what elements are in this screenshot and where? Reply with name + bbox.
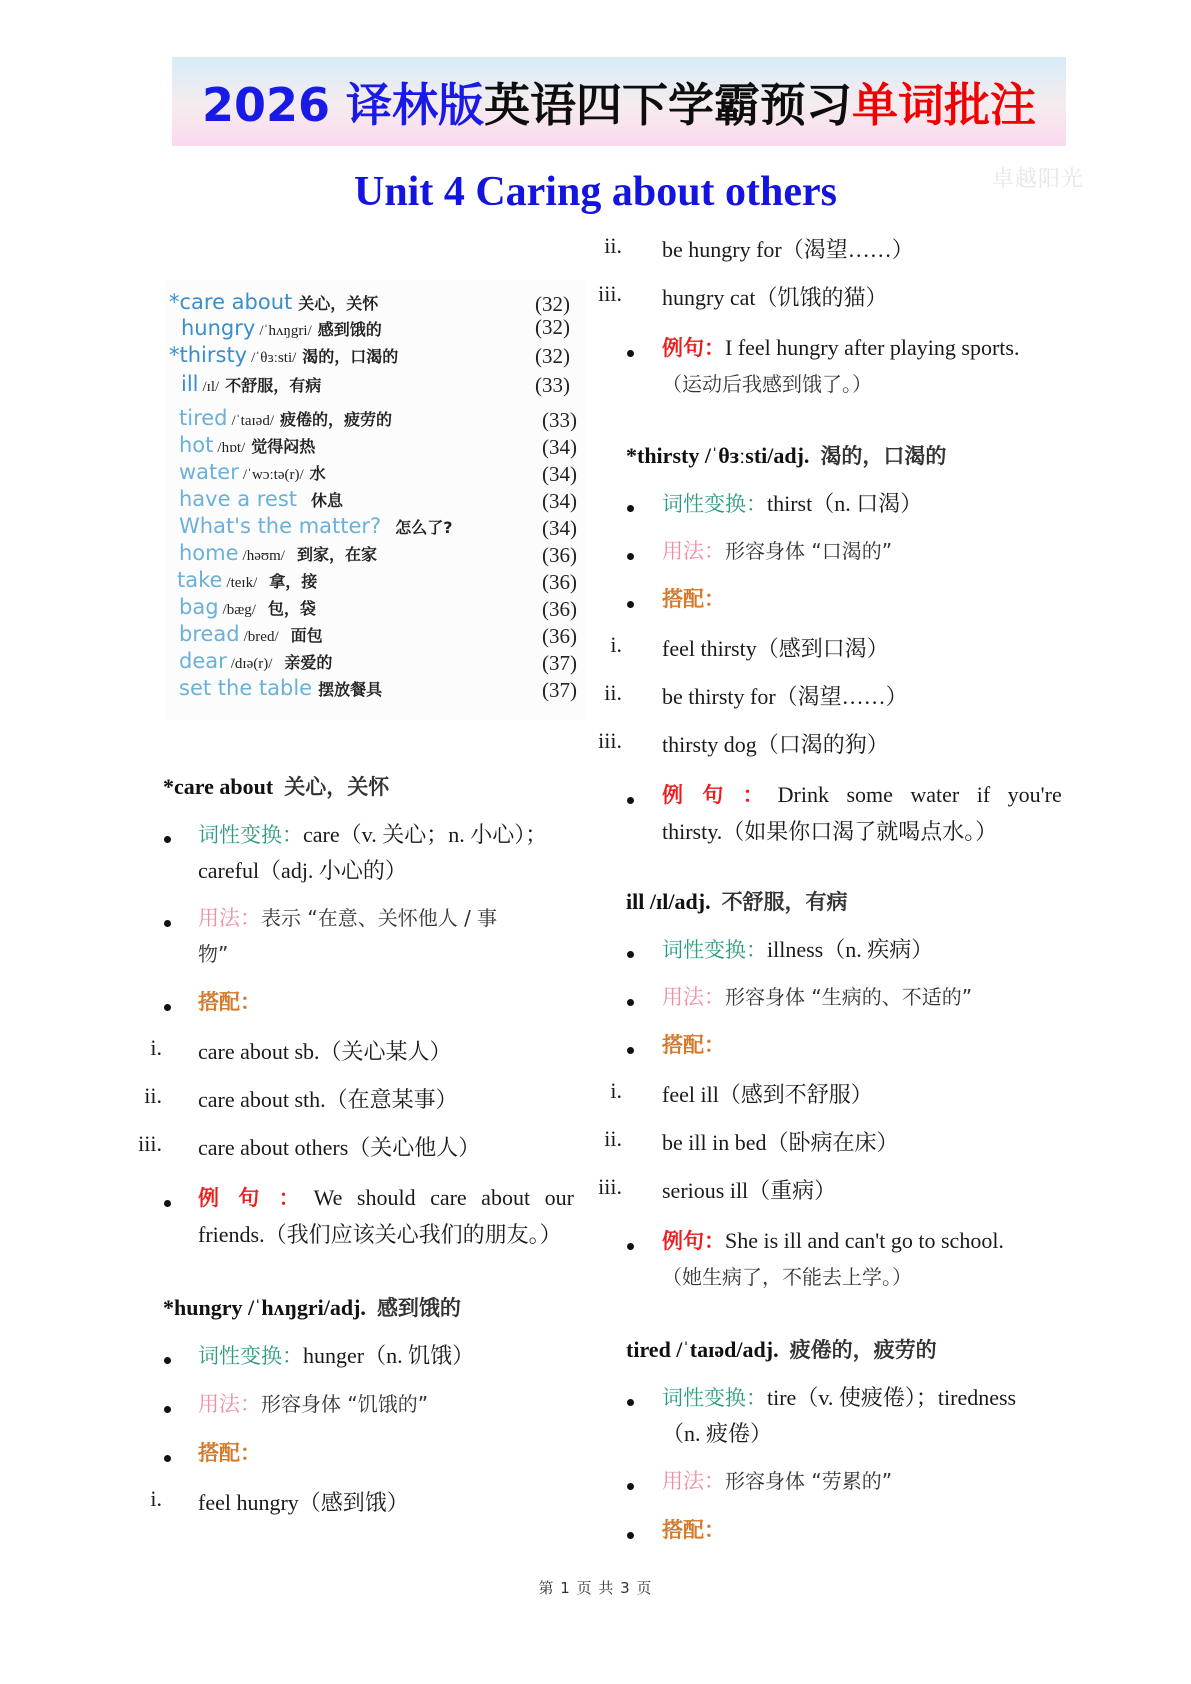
- bullet-icon: [627, 1047, 634, 1054]
- vocab-row: *care about 关心，关怀: [169, 290, 379, 314]
- bullet-icon: [627, 1243, 634, 1250]
- list-number: ii.: [604, 680, 622, 705]
- usage-line: 用法：形容身体 “劳累的”: [662, 1469, 893, 1493]
- collocation-label: 搭配：: [198, 1441, 261, 1465]
- collocation-item: feel thirsty（感到口渴）: [662, 636, 889, 661]
- collocation-item: feel ill（感到不舒服）: [662, 1082, 873, 1107]
- collocation-item: care about others（关心他人）: [198, 1135, 481, 1160]
- bullet-icon: [164, 1406, 171, 1413]
- vocab-row: ill /ɪl/ 不舒服，有病: [181, 372, 322, 396]
- vocab-row: bread /bred/ 面包: [179, 622, 323, 646]
- pos-change-line: 词性变换：illness（n. 疾病）: [662, 937, 934, 962]
- example-line: 例句：She is ill and can't go to school.: [662, 1228, 1004, 1253]
- bullet-icon: [164, 1004, 171, 1011]
- page-footer: 第 1 页 共 3 页: [538, 1579, 653, 1597]
- page-ref: (36): [542, 597, 577, 621]
- list-number: ii.: [604, 1126, 622, 1151]
- bullet-icon: [627, 601, 634, 608]
- entry-heading-care-about: *care about 关心，关怀: [163, 774, 390, 799]
- entry-heading-thirsty: *thirsty /ˈθɜːsti/adj. 渴的，口渴的: [626, 443, 947, 468]
- usage-line-2: 物”: [198, 942, 229, 966]
- pos-change-line: 词性变换：care（v. 关心；n. 小心）；: [198, 822, 548, 847]
- page-ref: (36): [542, 543, 577, 567]
- example-line-2: （运动后我感到饿了。）: [662, 372, 872, 396]
- example-line: 例 句 ： We should care about our: [198, 1185, 574, 1210]
- page-ref: (33): [542, 408, 577, 432]
- banner-topic: 单词批注: [852, 77, 1037, 132]
- vocab-row: set the table 摆放餐具: [179, 676, 383, 700]
- collocation-item: serious ill（重病）: [662, 1178, 837, 1203]
- bullet-icon: [164, 1357, 171, 1364]
- banner-subject: 英语四下学霸预习: [484, 77, 853, 132]
- list-number: iii.: [598, 1174, 622, 1199]
- vocab-row: home /həʊm/ 到家，在家: [179, 541, 377, 565]
- page-ref: (37): [542, 678, 577, 702]
- banner-year: 2026: [201, 77, 347, 132]
- page-ref: (33): [535, 373, 570, 397]
- vocab-row: water /ˈwɔːtə(r)/ 水: [179, 460, 326, 484]
- vocab-row: hungry /ˈhʌŋgri/ 感到饿的: [181, 316, 382, 340]
- collocation-item: hungry cat（饥饿的猫）: [662, 285, 888, 310]
- bullet-icon: [164, 920, 171, 927]
- vocab-row: What's the matter? 怎么了?: [179, 514, 453, 538]
- bullet-icon: [627, 350, 634, 357]
- pos-change-line: 词性变换：hunger（n. 饥饿）: [198, 1343, 475, 1368]
- page-ref: (32): [535, 315, 570, 339]
- title-banner: [172, 57, 1066, 146]
- vocab-list-image: [165, 280, 585, 720]
- collocation-label: 搭配：: [198, 990, 261, 1014]
- usage-line: 用法：形容身体 “生病的、不适的”: [662, 985, 973, 1009]
- list-number: i.: [610, 632, 622, 657]
- list-number: i.: [150, 1035, 162, 1060]
- page-ref: (34): [542, 489, 577, 513]
- bullet-icon: [164, 1455, 171, 1462]
- page-ref: (32): [535, 292, 570, 316]
- entry-heading-tired: tired /ˈtaɪəd/adj. 疲倦的，疲劳的: [626, 1337, 937, 1362]
- page-ref: (32): [535, 344, 570, 368]
- vocab-row: dear /dɪə(r)/ 亲爱的: [179, 649, 333, 673]
- bullet-icon: [627, 1399, 634, 1406]
- usage-line: 用法：表示 “在意、关怀他人 / 事: [198, 906, 498, 930]
- bullet-icon: [164, 1200, 171, 1207]
- bullet-icon: [627, 1483, 634, 1490]
- list-number: iii.: [598, 728, 622, 753]
- vocab-row: bag /bæg/ 包，袋: [179, 595, 316, 619]
- collocation-item: care about sth.（在意某事）: [198, 1087, 458, 1112]
- bullet-icon: [627, 1532, 634, 1539]
- banner-publisher: 译林版: [346, 77, 485, 132]
- example-line-2: （她生病了，不能去上学。）: [662, 1265, 912, 1289]
- list-number: iii.: [138, 1131, 162, 1156]
- bullet-icon: [627, 505, 634, 512]
- collocation-item: be ill in bed（卧病在床）: [662, 1130, 899, 1155]
- list-number: i.: [150, 1486, 162, 1511]
- entry-heading-hungry: *hungry /ˈhʌŋgri/adj. 感到饿的: [163, 1295, 461, 1320]
- list-number: iii.: [598, 281, 622, 306]
- vocab-row: have a rest 休息: [179, 487, 344, 511]
- bullet-icon: [164, 836, 171, 843]
- collocation-item: be hungry for（渴望……）: [662, 237, 914, 262]
- collocation-item: feel hungry（感到饿）: [198, 1490, 409, 1515]
- entry-heading-ill: ill /ɪl/adj. 不舒服，有病: [626, 889, 848, 914]
- pos-change-line-2: （n. 疲倦）: [662, 1421, 773, 1446]
- unit-title: Unit 4 Caring about others: [353, 169, 838, 215]
- bullet-icon: [627, 951, 634, 958]
- page-ref: (36): [542, 624, 577, 648]
- bullet-icon: [627, 999, 634, 1006]
- example-line-2: friends.（我们应该关心我们的朋友。）: [198, 1222, 562, 1247]
- collocation-label: 搭配：: [662, 1033, 725, 1057]
- vocab-row: hot /hɒt/ 觉得闷热: [179, 433, 316, 457]
- page-ref: (34): [542, 462, 577, 486]
- page-ref: (37): [542, 651, 577, 675]
- watermark: 卓越阳光: [992, 167, 1085, 192]
- collocation-item: thirsty dog（口渴的狗）: [662, 732, 889, 757]
- example-line-2: thirsty.（如果你口渴了就喝点水。）: [662, 819, 998, 844]
- list-number: ii.: [144, 1083, 162, 1108]
- collocation-item: care about sb.（关心某人）: [198, 1039, 452, 1064]
- collocation-label: 搭配：: [662, 1518, 725, 1542]
- bullet-icon: [627, 553, 634, 560]
- pos-change-line: 词性变换：tire（v. 使疲倦）；tiredness: [662, 1385, 1017, 1410]
- vocab-row: tired /ˈtaɪəd/ 疲倦的，疲劳的: [179, 406, 392, 430]
- collocation-label: 搭配：: [662, 587, 725, 611]
- page-ref: (34): [542, 435, 577, 459]
- usage-line: 用法：形容身体 “饥饿的”: [198, 1392, 429, 1416]
- vocab-row: take /teɪk/ 拿，接: [177, 568, 318, 592]
- vocab-row: *thirsty /ˈθɜːsti/ 渴的，口渴的: [169, 343, 399, 367]
- example-line: 例句：I feel hungry after playing sports.: [662, 335, 1020, 360]
- collocation-item: be thirsty for（渴望……）: [662, 684, 908, 709]
- usage-line: 用法：形容身体 “口渴的”: [662, 539, 893, 563]
- banner-title: [202, 69, 1036, 135]
- bullet-icon: [627, 797, 634, 804]
- pos-change-line-2: careful（adj. 小心的）: [198, 858, 407, 883]
- page-ref: (36): [542, 570, 577, 594]
- page-ref: (34): [542, 516, 577, 540]
- example-line: 例 句 ： Drink some water if you're: [662, 782, 1062, 807]
- pos-change-line: 词性变换：thirst（n. 口渴）: [662, 491, 923, 516]
- list-number: ii.: [604, 233, 622, 258]
- list-number: i.: [610, 1078, 622, 1103]
